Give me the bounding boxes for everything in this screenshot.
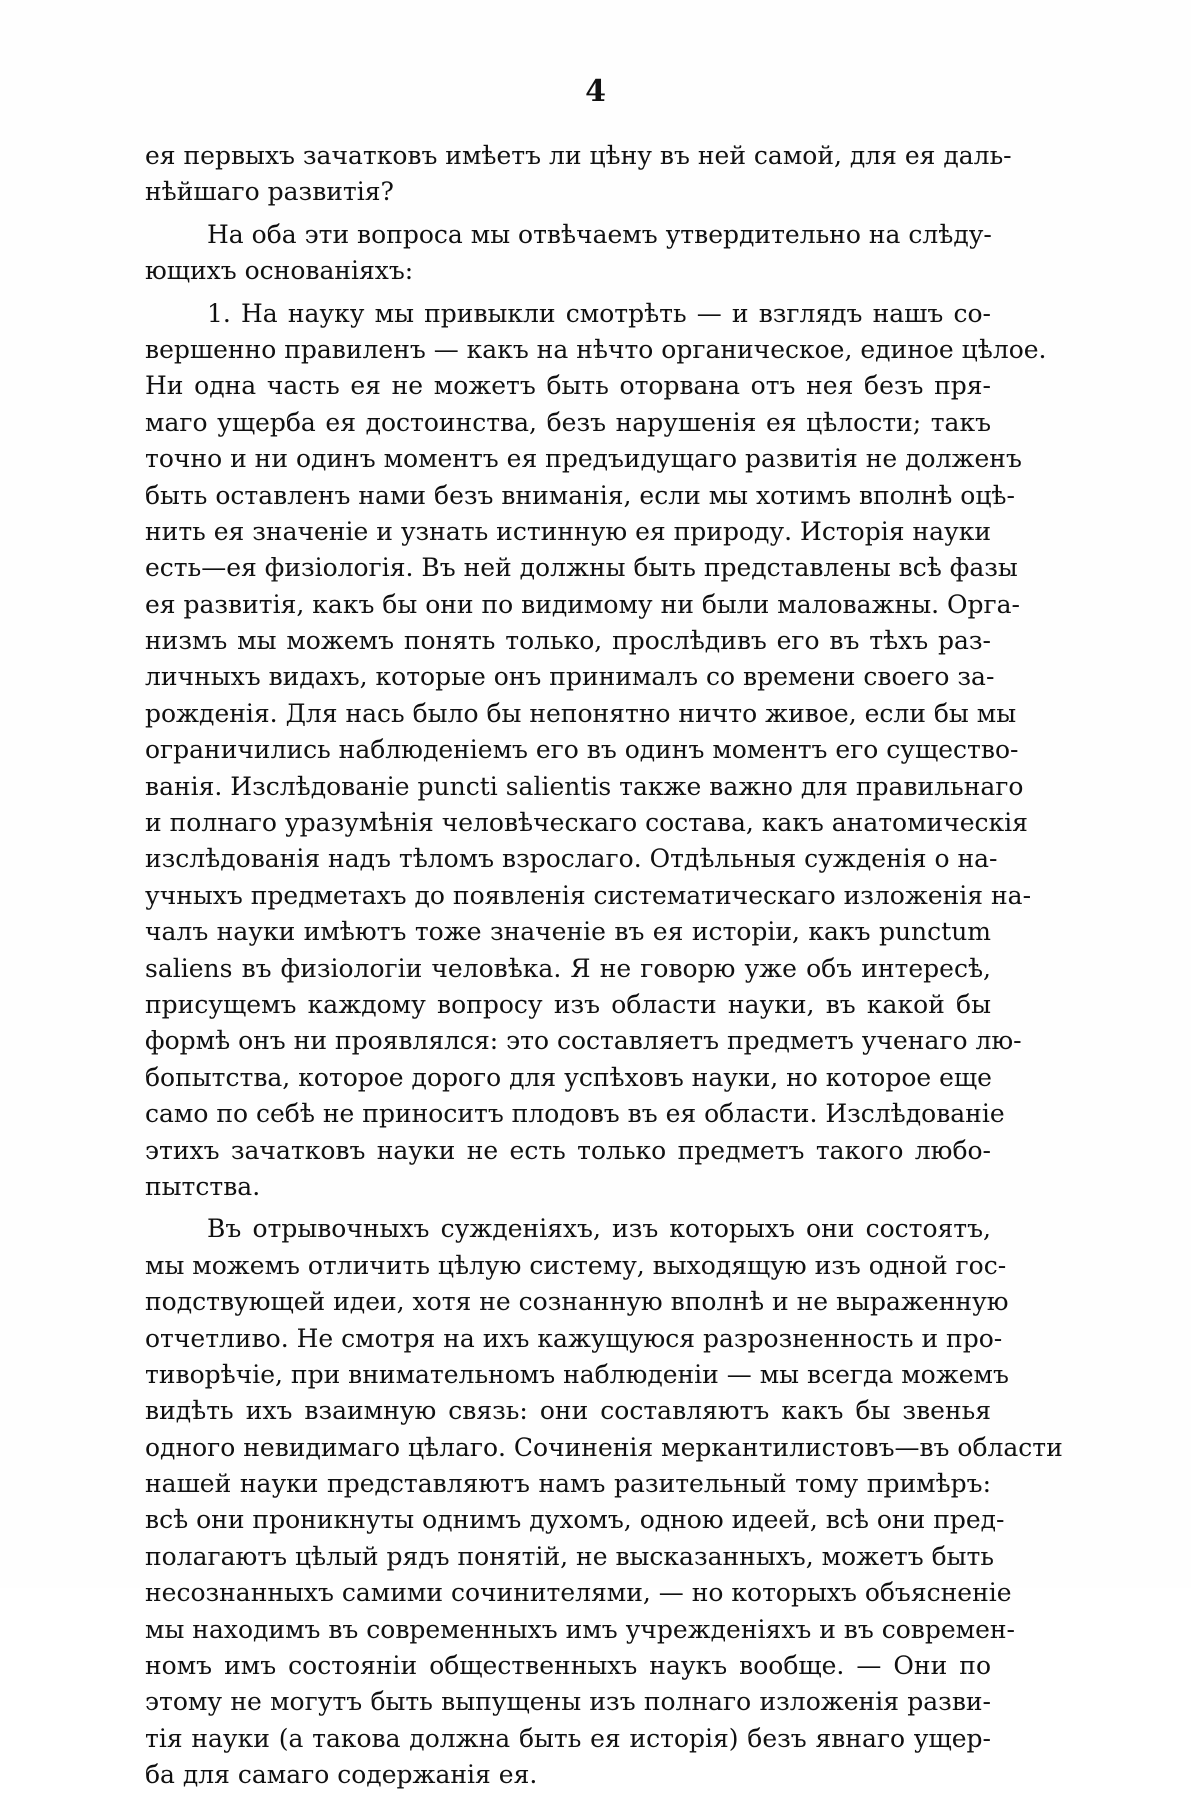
text-line: нить ея значеніе и узнать истинную ея природу. Исторія науки xyxy=(145,516,991,546)
text-line: этому не могутъ быть выпущены изъ полнаго изложенія разви- xyxy=(145,1687,991,1717)
text-line: подствующей идеи, хотя не сознанную вполнѣ и не выраженную xyxy=(145,1287,1009,1317)
text-line: номъ имъ состояніи общественныхъ наукъ вообще. — Они по xyxy=(145,1651,991,1681)
text-line: рожденія. Для нась было бы непонятно ничто живое, если бы мы xyxy=(145,698,1017,728)
text-line: Въ отрывочныхъ сужденіяхъ, изъ которыхъ они состоятъ, xyxy=(207,1214,991,1244)
text-line: ба для самаго содержанія ея. xyxy=(145,1760,538,1790)
text-line: быть оставленъ нами безъ вниманія, если мы хотимъ вполнѣ оцѣ- xyxy=(145,480,1015,510)
text-line: само по себѣ не приноситъ плодовъ въ ея области. Изслѣдованіе xyxy=(145,1099,1005,1129)
text-line: отчетливо. Не смотря на ихъ кажущуюся разрозненность и про- xyxy=(145,1323,1003,1353)
paragraph-1 xyxy=(145,138,1012,211)
text-line: этихъ зачатковъ науки не есть только предметъ такого любо- xyxy=(145,1135,991,1165)
text-line: нашей науки представляютъ намъ разительный тому примѣръ: xyxy=(145,1469,991,1499)
paragraph-3 xyxy=(145,296,1047,1206)
text-line: изслѣдованія надъ тѣломъ взрослаго. Отдѣльныя сужденія о на- xyxy=(145,844,998,874)
text-line: пытства. xyxy=(145,1171,261,1201)
text-line: 1. На науку мы привыкли смотрѣть — и взглядъ нашъ со- xyxy=(207,298,991,328)
paragraph-4 xyxy=(145,1211,1063,1793)
text-line: полагаютъ цѣлый рядъ понятій, не высказанныхъ, можетъ быть xyxy=(145,1541,994,1571)
text-line: ющихъ основаніяхъ: xyxy=(145,256,414,286)
text-line: низмъ мы можемъ понять только, прослѣдивъ его въ тѣхъ раз- xyxy=(145,626,991,656)
text-line: и полнаго уразумѣнія человѣческаго состава, какъ анатомическія xyxy=(145,808,1028,838)
text-line: всѣ они проникнуты однимъ духомъ, одною идеей, всѣ они пред- xyxy=(145,1505,1005,1535)
text-line: нѣйшаго развитія? xyxy=(145,177,394,207)
text-line: одного невидимаго цѣлаго. Сочиненія меркантилистовъ—въ области xyxy=(145,1432,1063,1462)
text-line: учныхъ предметахъ до появленія систематическаго изложенія на- xyxy=(145,880,1032,910)
page-number: 4 xyxy=(585,74,606,109)
text-line: маго ущерба ея достоинства, безъ нарушенія ея цѣлости; такъ xyxy=(145,407,991,437)
text-line: saliens въ физіологіи человѣка. Я не говорю уже объ интересѣ, xyxy=(145,953,991,983)
text-line: На оба эти вопроса мы отвѣчаемъ утвердительно на слѣду- xyxy=(207,219,992,249)
text-line: мы находимъ въ современныхъ имъ учрежденіяхъ и въ современ- xyxy=(145,1614,1016,1644)
text-line: точно и ни одинъ моментъ ея предъидущаго развитія не долженъ xyxy=(145,444,1022,474)
text-line: формѣ онъ ни проявлялся: это составляетъ предметъ ученаго лю- xyxy=(145,1026,1022,1056)
text-line: ея первыхъ зачатковъ имѣетъ ли цѣну въ ней самой, для ея даль- xyxy=(145,141,1012,170)
body-text xyxy=(145,138,1063,1800)
paragraph-2 xyxy=(145,217,991,290)
text-line: тія науки (а такова должна быть ея исторія) безъ явнаго ущер- xyxy=(145,1723,991,1753)
text-line: тиворѣчіе, при внимательномъ наблюденіи — мы всегда можемъ xyxy=(145,1359,1009,1389)
text-line: личныхъ видахъ, которые онъ принималъ со времени своего за- xyxy=(145,662,995,692)
text-line: мы можемъ отличить цѣлую систему, выходящую изъ одной гос- xyxy=(145,1250,1007,1280)
text-line: присущемъ каждому вопросу изъ области науки, въ какой бы xyxy=(145,989,991,1019)
text-line: несознанныхъ самими сочинителями, — но которыхъ объясненіе xyxy=(145,1578,1012,1608)
text-line: ея развитія, какъ бы они по видимому ни были маловажны. Орга- xyxy=(145,589,1020,619)
text-line: вершенно правиленъ — какъ на нѣчто органическое, единое цѣлое. xyxy=(145,334,1047,364)
text-line: видѣть ихъ взаимную связь: они составляютъ какъ бы звенья xyxy=(145,1396,991,1426)
text-line: чалъ науки имѣютъ тоже значеніе въ ея исторіи, какъ punctum xyxy=(145,917,991,947)
text-line: бопытства, которое дорого для успѣховъ науки, но которое еще xyxy=(145,1062,992,1092)
text-line: ванія. Изслѣдованіе puncti salientis также важно для правильнаго xyxy=(145,771,1024,801)
text-line: есть—ея физіологія. Въ ней должны быть представлены всѣ фазы xyxy=(145,553,1018,583)
text-line: ограничились наблюденіемъ его въ одинъ моментъ его существо- xyxy=(145,735,1019,765)
text-line: Ни одна часть ея не можетъ быть оторвана отъ нея безъ пря- xyxy=(145,371,991,401)
